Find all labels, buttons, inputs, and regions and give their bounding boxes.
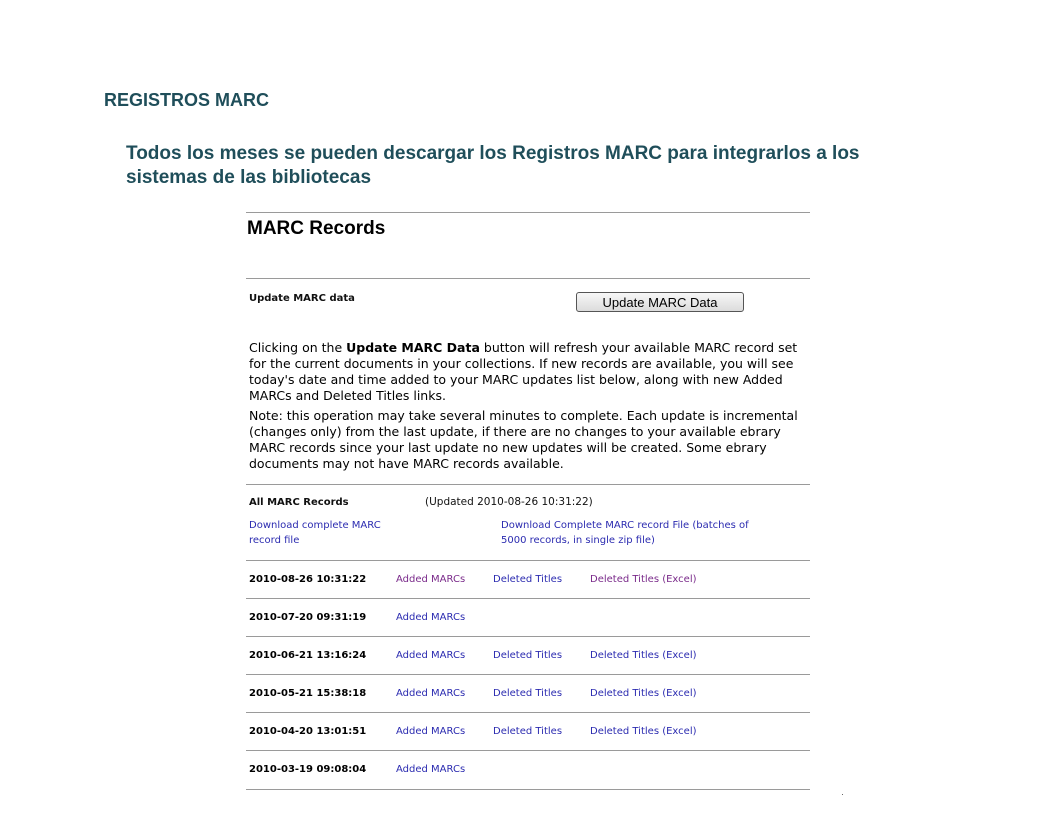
section-title: REGISTROS MARC (104, 90, 270, 110)
download-batches-link[interactable] (501, 520, 749, 546)
added-marcs-link[interactable]: Added MARCs (396, 650, 466, 661)
divider (246, 636, 810, 637)
added-marcs-link[interactable]: Added MARCs (396, 688, 466, 699)
deleted-titles-excel-link[interactable]: Deleted Titles (Excel) (590, 726, 697, 737)
update-description (249, 340, 809, 404)
deleted-titles-link[interactable]: Deleted Titles (493, 650, 563, 661)
all-marc-records-label: All MARC Records (249, 497, 349, 508)
added-marcs-link[interactable]: Added MARCs (396, 612, 466, 623)
update-date: 2010-08-26 10:31:22 (249, 574, 367, 585)
download-complete-marc-link-line2[interactable]: record file (249, 535, 300, 546)
deleted-titles-excel-link[interactable]: Deleted Titles (Excel) (590, 650, 697, 661)
divider (246, 750, 810, 751)
all-marc-records-updated: (Updated 2010-08-26 10:31:22) (425, 496, 593, 508)
panel-title: MARC Records (247, 218, 386, 239)
deleted-titles-link[interactable]: Deleted Titles (493, 726, 563, 737)
divider (246, 278, 810, 279)
deleted-titles-link[interactable]: Deleted Titles (493, 688, 563, 699)
divider (246, 789, 810, 790)
divider (246, 712, 810, 713)
deleted-titles-excel-link[interactable]: Deleted Titles (Excel) (590, 574, 697, 585)
update-description-prefix: Clicking on the (249, 340, 347, 355)
deleted-titles-link[interactable]: Deleted Titles (493, 574, 563, 585)
download-batches-link-line1[interactable]: Download Complete MARC record File (batches of (501, 520, 749, 531)
download-batches-link-line2[interactable]: 5000 records, in single zip file) (501, 535, 655, 546)
divider (246, 560, 810, 561)
update-date: 2010-07-20 09:31:19 (249, 612, 367, 623)
download-complete-marc-link[interactable] (249, 520, 381, 546)
added-marcs-link[interactable]: Added MARCs (396, 726, 466, 737)
subtitle: Todos los meses se pueden descargar los Registros MARC para integrarlos a los sistemas de las bibliotecas (126, 143, 860, 188)
download-complete-marc-link-line1[interactable]: Download complete MARC (249, 520, 381, 531)
update-marc-data-button[interactable]: Update MARC Data (576, 292, 744, 312)
update-description-suffix: button will refresh your available MARC record set for the current documents in your collections. If new records are available, you will see today's date and time added to your MARC updates list below, along with new Added MARCs and Deleted Titles links. (249, 340, 798, 403)
deleted-titles-excel-link[interactable]: Deleted Titles (Excel) (590, 688, 697, 699)
update-note: Note: this operation may take several minutes to complete. Each update is incremental (changes only) from the last update, if there are no changes to your available ebrary MARC records since your last update no new updates will be created. Some ebrary documents may not have MARC records available. (249, 408, 798, 471)
stray-dot (842, 794, 843, 795)
added-marcs-link[interactable]: Added MARCs (396, 574, 466, 585)
added-marcs-link[interactable]: Added MARCs (396, 764, 466, 775)
update-date: 2010-04-20 13:01:51 (249, 726, 367, 737)
divider (246, 674, 810, 675)
divider (246, 212, 810, 213)
divider (246, 598, 810, 599)
update-date: 2010-05-21 15:38:18 (249, 688, 367, 699)
update-date: 2010-06-21 13:16:24 (249, 650, 367, 661)
update-description-bold: Update MARC Data (346, 340, 480, 355)
update-date: 2010-03-19 09:08:04 (249, 764, 367, 775)
divider (246, 484, 810, 485)
update-marc-data-label: Update MARC data (249, 293, 355, 304)
